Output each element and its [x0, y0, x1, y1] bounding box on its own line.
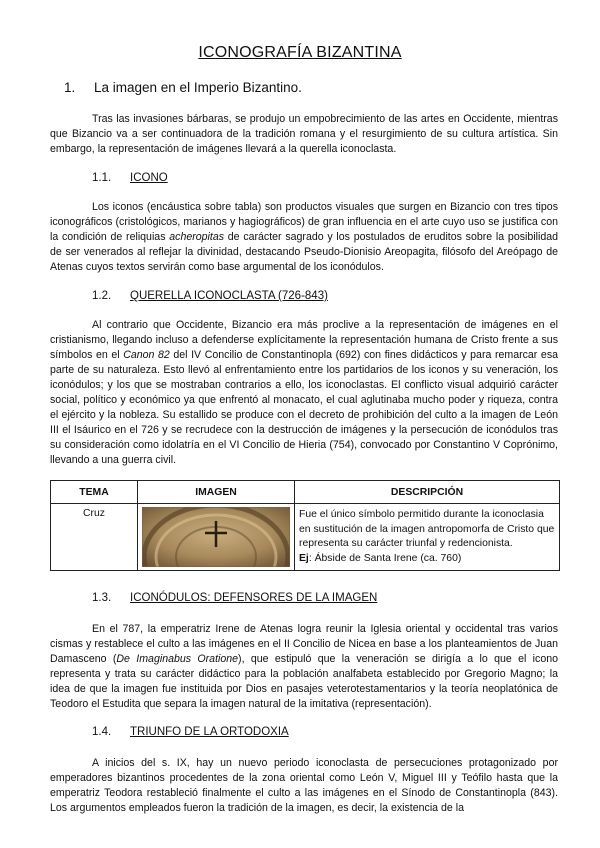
subsection-1-3-paragraph: En el 787, la emperatriz Irene de Atenas logra reunir la Iglesia oriental y occidental tras varios cismas y restablece el culto a las imágenes en el II Concilio de Nicea en base a los planteamientos de Juan Damasceno (De Imaginabus Oratione), que estipuló que la veneración se dirigía a lo que el icono representa y trata su carácter didáctico para la población analfabeta establecido por Gregorio Magno; la idea de que la imagen fue instituida por Dios en pasajes veterotestamentarios y la teoría neoplatónica de Teodoro el Estudita que separa la imagen natural de la imitativa (representación). [50, 623, 558, 710]
example-label: Ej [299, 552, 309, 564]
subsection-1-2-heading [92, 290, 328, 302]
subsection-1-1-heading [92, 172, 168, 184]
description-text: Fue el único símbolo permitido durante la iconoclasia en sustitución de la imagen antropomorfa de Cristo que representa su carácter triunfal y redencionista. [299, 509, 555, 549]
header-imagen: IMAGEN [138, 481, 295, 504]
header-tema: TEMA [51, 481, 138, 504]
subsection-1-4-paragraph: A inicios del s. IX, hay un nuevo periodo iconoclasta de persecuciones protagonizado por emperadores bizantinos procedentes de la zona oriental como León V, Miguel III y Teófilo hasta que la emperatriz Teodora restableció finalmente el culto a las imágenes en el Sínodo de Constantinopla (843). Los argumentos empleados fueron la tradición de la imagen, es decir, la existencia de la [50, 757, 558, 814]
iconography-table [50, 480, 560, 571]
table-header-row [51, 481, 560, 504]
subsection-1-4-heading [92, 726, 289, 738]
cell-tema: Cruz [51, 504, 138, 571]
cell-descripcion [295, 504, 560, 571]
subsection-title: ICONO [130, 172, 168, 184]
section-1-paragraph: Tras las invasiones bárbaras, se produjo un empobrecimiento de las artes en Occidente, mientras que Bizancio va a ser continuadora de la tradición romana y el resurgimiento de su cultura artística. Sin embargo, la representación de imágenes llevará a la querella iconoclasta. [50, 113, 558, 155]
example-text: : Ábside de Santa Irene (ca. 760) [308, 552, 462, 564]
cell-imagen [138, 504, 295, 571]
subsection-title: QUERELLA ICONOCLASTA (726-843) [130, 290, 328, 302]
document-title: ICONOGRAFÍA BIZANTINA [198, 44, 402, 61]
subsection-title: ICONÓDULOS: DEFENSORES DE LA IMAGEN [130, 592, 378, 604]
subsection-number: 1.4. [92, 726, 112, 738]
subsection-number: 1.2. [92, 290, 112, 302]
table-row [51, 504, 560, 571]
section-1-heading [64, 80, 302, 95]
header-descripcion: DESCRIPCIÓN [295, 481, 560, 504]
subsection-1-3-heading [92, 592, 377, 604]
subsection-number: 1.1. [92, 172, 112, 184]
subsection-title: TRIUNFO DE LA ORTODOXIA [130, 726, 289, 738]
section-number: 1. [64, 80, 76, 95]
subsection-number: 1.3. [92, 592, 112, 604]
apse-cross-image [142, 507, 290, 567]
subsection-1-2-paragraph: Al contrario que Occidente, Bizancio era más proclive a la representación de imágenes en el cristianismo, llegando incluso a defenderse explícitamente la representación humana de Cristo frente a sus símbolos en el Canon 82 del IV Concilio de Constantinopla (692) con fines didácticos y para remarcar esa parte de su naturaleza. Esto llevó al enfrentamiento entre los partidarios de los iconos y su veneración, los iconódulos; y los que se mostraban contrarios a ello, los iconoclastas. El conflicto visual adquirió carácter social, político y económico ya que enfrentó al monacato, el cual aglutinaba mucho poder y riqueza, contra el ejército y la nobleza. Su estallido se produce con el decreto de prohibición del culto a la imagen de León III el Isáurico en el 726 y se recrudece con la destrucción de imágenes y la persecución de iconódulos tras su consideración como idolatría en el VI Concilio de Hieria (754), convocado por Constantino V Coprónimo, llevando a una guerra civil. [50, 319, 559, 466]
section-title: La imagen en el Imperio Bizantino. [94, 80, 302, 95]
subsection-1-1-paragraph: Los iconos (encáustica sobre tabla) son productos visuales que surgen en Bizancio con tres tipos iconográficos (cristológicos, marianos y hagiográficos) de gran influencia en el arte cuyo uso se justifica con la condición de reliquias acheropitas de carácter sagrado y los postulados de eruditos sobre la posibilidad de ser venerados al reflejar la divinidad, destacando Pseudo-Dionisio Areopagita, filósofo del Areópago de Atenas cuyos textos servirán como base argumental de los iconódulos. [50, 201, 558, 273]
